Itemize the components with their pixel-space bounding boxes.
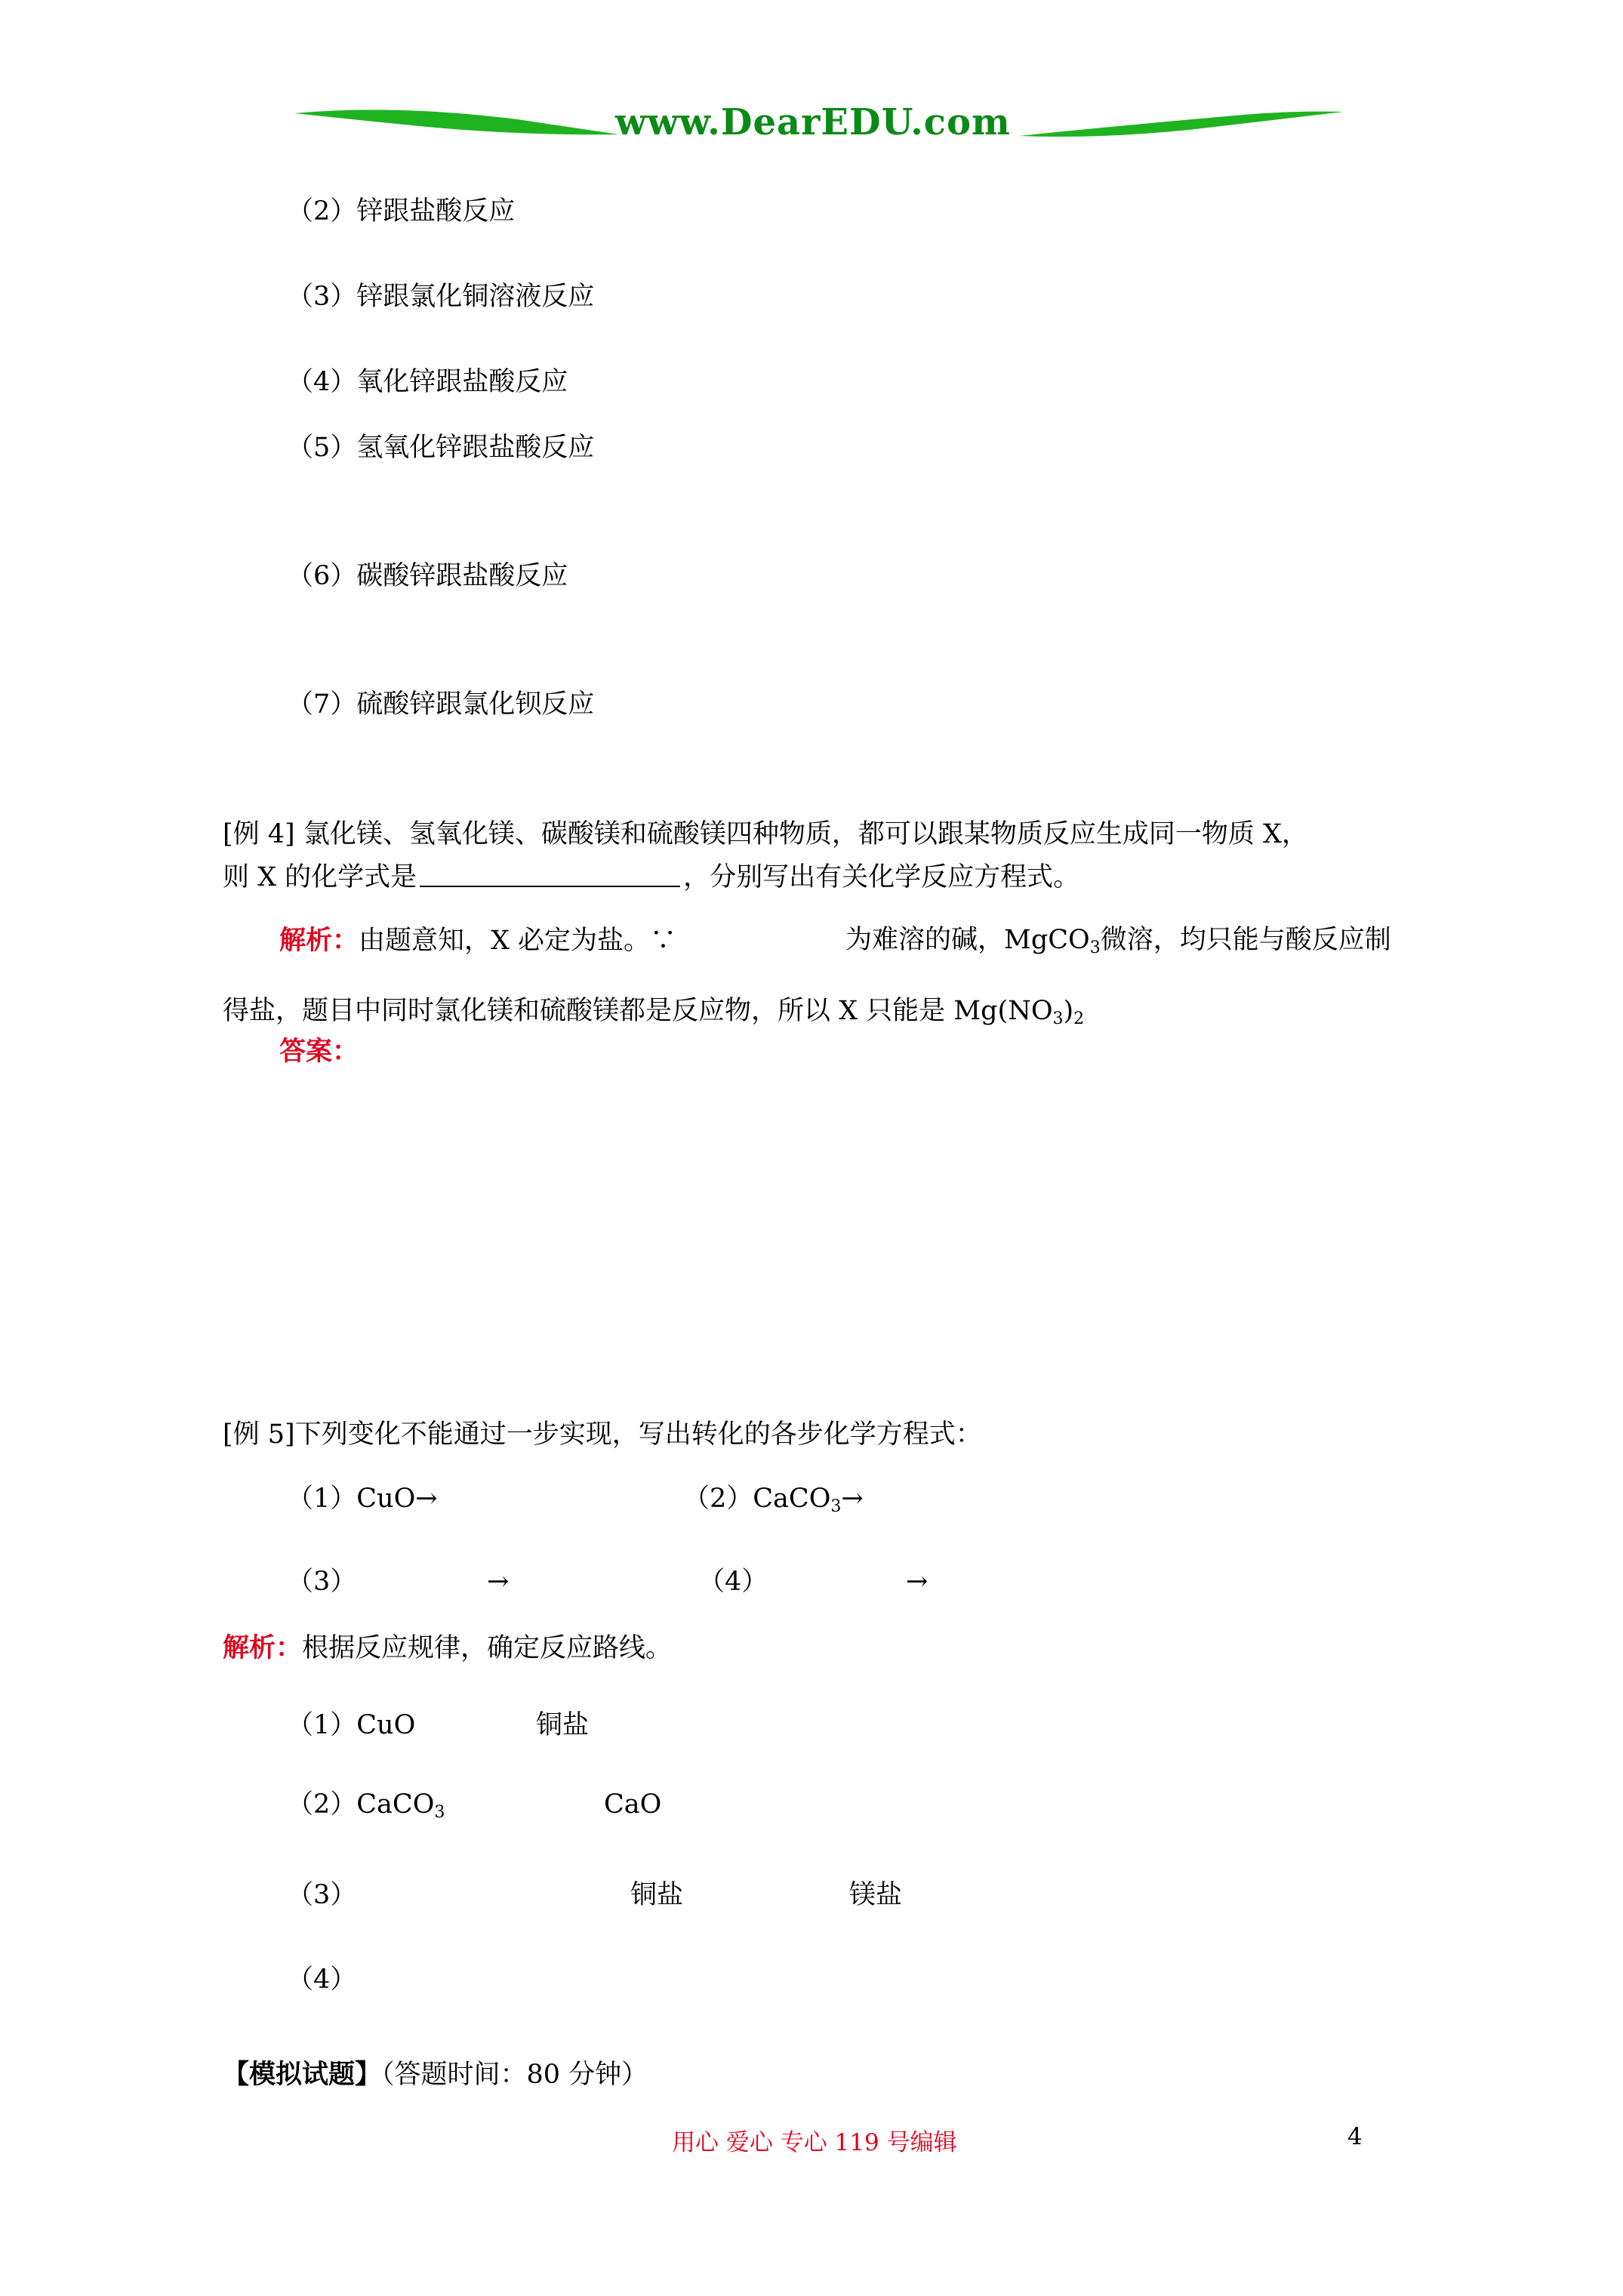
mock-test-heading: 【模拟试题】（答题时间：80 分钟）	[223, 2059, 648, 2090]
ex4-question-line2: 则 X 的化学式是 ，分别写出有关化学反应方程式。	[223, 862, 1080, 892]
list-item: （2）锌跟盐酸反应	[287, 196, 516, 227]
ex5-q4: （4）	[698, 1567, 768, 1597]
ex5-q2: （2）CaCO$_3$→	[683, 1484, 864, 1516]
ex5-q3: （3）	[287, 1567, 357, 1597]
ex4-analysis-line1b: 为难溶的碱，MgCO$_3$微溶，均只能与酸反应制	[845, 925, 1391, 957]
arrow-icon: →	[906, 1567, 929, 1597]
ex5-title: [例 5]下列变化不能通过一步实现，写出转化的各步化学方程式：	[223, 1419, 982, 1450]
ex4-question-line1: [例 4] 氯化镁、氢氧化镁、碳酸镁和硫酸镁四种物质，都可以跟某物质反应生成同一物质 X，	[223, 819, 1308, 849]
site-url[interactable]: www.DearEDU.com	[615, 101, 1011, 143]
ex4-answer-label: 答案：	[279, 1036, 359, 1067]
ex5-step2-mid: CaO	[604, 1789, 662, 1820]
ex5-q1: （1）CuO→	[287, 1484, 438, 1514]
list-item: （6）碳酸锌跟盐酸反应	[287, 561, 568, 591]
analysis-label: 解析：	[223, 1632, 303, 1663]
arrow-icon: →	[487, 1567, 510, 1597]
ex5-step4-label: （4）	[287, 1965, 357, 1995]
footer-text: 用心 爱心 专心 119 号编辑	[672, 2129, 957, 2156]
ex5-step2-label: （2）CaCO$_3$	[287, 1789, 445, 1822]
list-item: （4）氧化锌跟盐酸反应	[287, 367, 568, 397]
ex4-analysis-line1: 解析：由题意知，X 必定为盐。∵	[279, 925, 677, 956]
ex4-analysis-line2: 得盐，题目中同时氯化镁和硫酸镁都是反应物，所以 X 只能是 $Mg(NO_3)_2$	[223, 996, 1085, 1028]
header-banner	[291, 89, 1340, 157]
list-item: （7）硫酸锌跟氯化钡反应	[287, 689, 595, 720]
ex5-analysis: 解析：根据反应规律，确定反应路线。	[223, 1632, 673, 1663]
ex5-step3-label: （3）	[287, 1880, 357, 1910]
list-item: （3）锌跟氯化铜溶液反应	[287, 282, 595, 312]
answer-blank	[420, 863, 680, 887]
right-swoosh-icon	[1015, 97, 1347, 149]
left-swoosh-icon	[291, 97, 623, 149]
page-number: 4	[1347, 2123, 1363, 2150]
list-item: （5）氢氧化锌跟盐酸反应	[287, 433, 595, 463]
ex5-step1-mid: 铜盐	[536, 1710, 590, 1740]
ex5-step3-mid2: 镁盐	[849, 1880, 903, 1910]
ex5-step1-label: （1）CuO	[287, 1710, 416, 1740]
analysis-label: 解析：	[279, 925, 359, 956]
ex5-step3-mid1: 铜盐	[630, 1880, 684, 1910]
